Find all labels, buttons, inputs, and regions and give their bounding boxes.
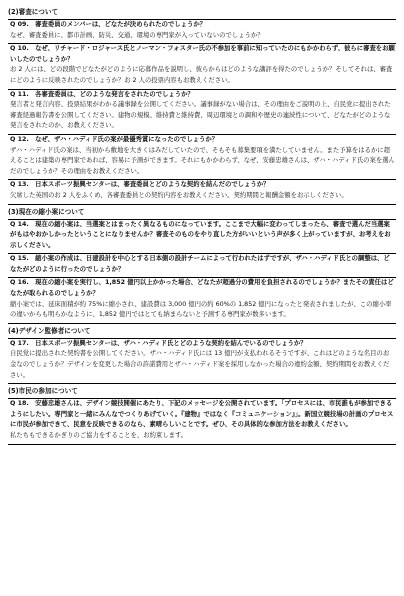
qa-item <box>8 19 396 43</box>
answer-text: 縮小案では、延床面積が約 75%に縮小され、建設費は 3,000 億円の約 60%の 1,852 億円になったと発表されましたが、この縮小率の違いからも明らかなように、1,852 億円ではとても納まらないと予測する専門家が数多います。 <box>10 300 392 319</box>
qa-item <box>8 43 396 88</box>
section-heading: (2)審査について <box>8 8 59 16</box>
answer-text: 欠席した英国のお 2 人をふくめ、各審査委員との契約内容をお教えください。契約期間と報酬金額をお示しください。 <box>10 191 348 199</box>
qa-item <box>8 253 396 277</box>
qa-item <box>8 398 396 444</box>
question-text: Q 16. 現在の縮小案を実行し、1,852 億円以上かかった場合、どなたが超過分の費用を負担されるのでしょうか？またその責任はどなたが取られるのでしょうか？ <box>10 279 394 298</box>
question-text: Q 14. 現在の縮小案は、当選案とはまったく異なるものになっています。ここまで大幅に変わってしまったら、審査で選んだ当選案がもはやおかしかったということになりませんか？審査そのものをやり直した方がいいという声が多く上がっていますが、お考えをお示しください。 <box>10 220 391 249</box>
qa-item <box>8 338 396 384</box>
section-heading: (3)現在の縮小案について <box>8 207 85 216</box>
section-citizen-participation <box>8 386 396 444</box>
question-text: Q 15. 縮小案の作成は、日建設計を中心とする日本側の設計チームによって行われたはずですが、ザハ・ハディド氏との調整は、どなたがどのように行ったのでしょうか？ <box>10 255 390 273</box>
answer-text: 自民党に提出された契約書を公開してください。ザハ・ハディド氏には 13 億円が支払われるそうですが、これはどのような名目のお金なのでしょうか？デザインを変更した場合の許諾費用とザハ・ハディド案を採用しなかった場合の違約金額、契約期間をお教えください。 <box>10 350 390 379</box>
question-text: Q 18. 安藤忠雄さんは、デザイン競技開催にあたり、下記のメッセージを公開されています。「プロセスには、市民誰もが参加できるようにしたい。専門家と一緒にみんなでつくりあげていく。『建物』ではなく『コミュニケーション』」。新国立競技場の計画のプロセスに市民が参加できて、民意を反映できるのなら、素晴らしいことです。ぜひ、その具体的な参加方法をお教えください。 <box>10 400 394 429</box>
section-design-supervisor <box>8 326 396 384</box>
answer-text: 発言者と発言内容、投票結果がわかる議事録を公開してください。議事録がない場合は、その理由をご説明の上、自民党に提出された審査経過報告書を公開してください。建物の規模、維持費と維持費、周辺環境との調和や歴史の連続性について、どなたがどのような発言をされたのか、お教えください。 <box>10 101 391 130</box>
qa-item <box>8 277 396 323</box>
answer-text: ザハ・ハディド氏の案は、当初から敷地を大きくはみだしていたので、そもそも募集要項を満たしていません。また予算をはるかに超えることは建築の専門家であれば、容易に予測ができます。それにもかかわらず、なぜ、安藤忠雄さんは、ザハ・ハディド氏の案を選んだのでしょうか？その理由をお教えください。 <box>10 146 395 175</box>
question-text: Q 09. 審査委員のメンバーは、どなたが決められたのでしょうか？ <box>10 21 207 28</box>
question-text: Q 10. なぜ、リチャード・ロジャース氏とノーマン・フォスター氏の不参加を事前に知っていたのにもかかわらず、彼らに審査をお願いしたのでしょうか？ <box>10 45 395 63</box>
question-text: Q 11. 各審査委員は、どのような発言をされたのでしょうか？ <box>10 90 194 98</box>
qa-item <box>8 134 396 179</box>
qa-item <box>8 219 396 254</box>
qa-item <box>8 179 396 204</box>
question-text: Q 13. 日本スポーツ振興センターは、審査委員とどのような契約を結んだのでしょうか？ <box>10 181 270 189</box>
qa-item <box>8 89 396 134</box>
answer-text: お 2 人には、どの段階でどなたがどのように応募作品を説明し、彼らからはどのような講評を得たのでしょうか？そしてそれは、審査にどのように反映されたのでしょうか？お 2 人の投票内容もお教えください。 <box>10 66 393 84</box>
section-review <box>8 7 396 205</box>
answer-text: なぜ、審査委員に、都市計画、防災、交通、環境の専門家が入っていないのでしょうか？ <box>10 31 264 39</box>
section-heading: (5)市民の参加について <box>8 387 78 396</box>
section-reduced-plan <box>8 207 396 324</box>
section-heading: (4)デザイン監修者について <box>8 326 91 335</box>
question-text: Q 12. なぜ、ザハ・ハディド氏の案が最優秀賞になったのでしょうか？ <box>10 135 219 143</box>
question-text: Q 17. 日本スポーツ振興センターは、ザハ・ハディド氏とどのような契約を結んでいるのでしょうか？ <box>10 339 307 347</box>
answer-text: 私たちもできるかぎりのご協力をすることを、お約束します。 <box>10 432 188 439</box>
